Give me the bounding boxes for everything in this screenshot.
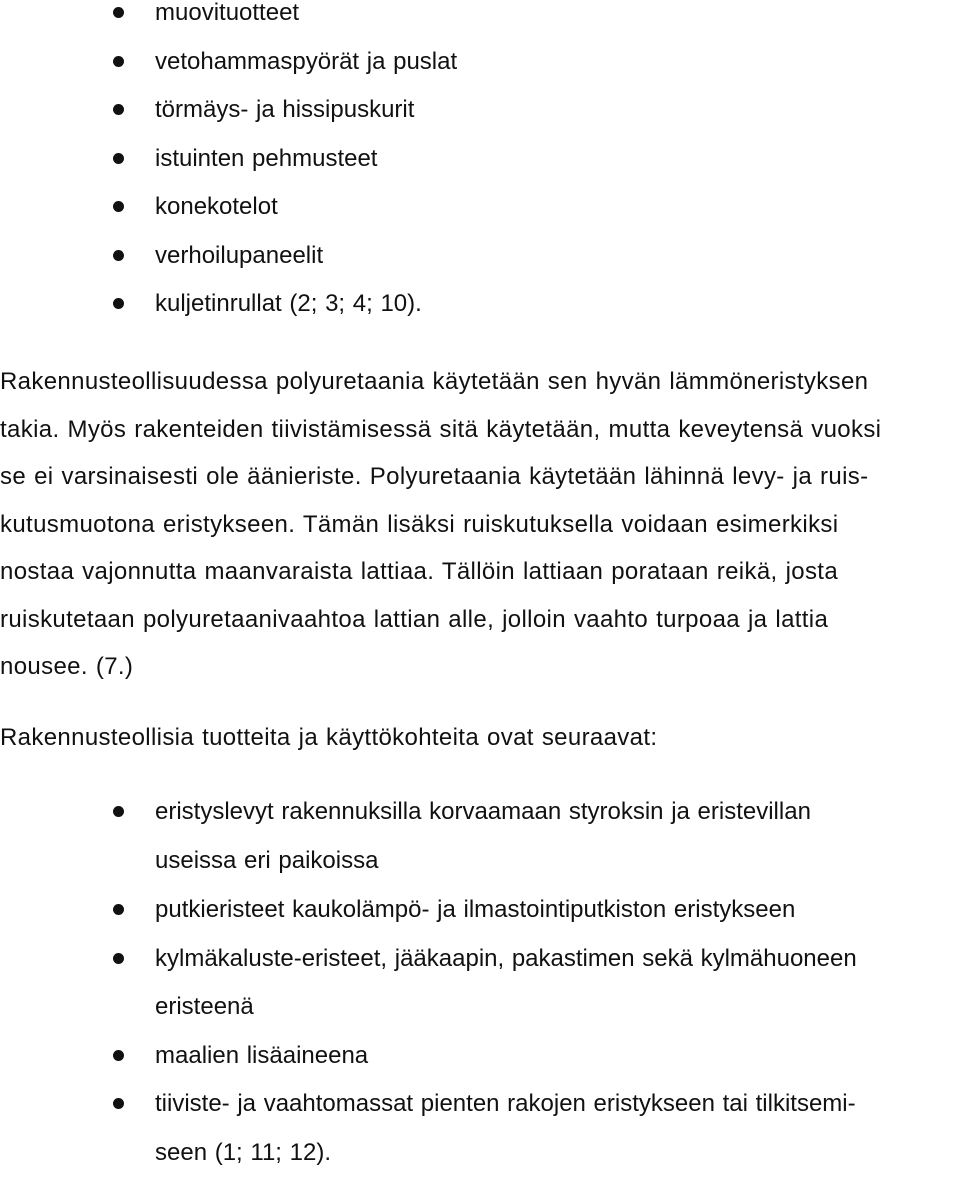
body-paragraph xyxy=(0,358,960,691)
list-item xyxy=(0,886,960,935)
list-item-line: seen (1; 11; 12). xyxy=(155,1138,331,1166)
bullet-icon xyxy=(113,904,124,915)
construction-uses-list xyxy=(0,788,960,1177)
bullet-icon xyxy=(113,1098,124,1109)
bullet-icon xyxy=(113,201,124,212)
list-item xyxy=(0,232,960,281)
list-item-line: kylmäkaluste-eristeet, jääkaapin, pakastimen sekä kylmähuoneen xyxy=(155,944,857,972)
list-item xyxy=(0,183,960,232)
list-item xyxy=(0,135,960,184)
list-item xyxy=(0,1080,960,1177)
list-item xyxy=(0,788,960,885)
list-item-line: putkieristeet kaukolämpö- ja ilmastointiputkiston eristykseen xyxy=(155,896,796,923)
bullet-icon xyxy=(113,298,124,309)
bullet-icon xyxy=(113,56,124,67)
list-item xyxy=(0,935,960,1032)
list-item-line: eristyslevyt rakennuksilla korvaamaan styroksin ja eristevillan xyxy=(155,798,811,825)
paragraph-line: takia. Myös rakenteiden tiivistämisessä sitä käytetään, mutta keveytensä vuoksi xyxy=(0,415,882,443)
list-item-line: useissa eri paikoissa xyxy=(155,846,379,874)
paragraph-line: ruiskutetaan polyuretaanivaahtoa lattian alle, jolloin vaahto turpoaa ja lattia xyxy=(0,605,829,633)
list-item xyxy=(0,1032,960,1081)
bullet-icon xyxy=(113,153,124,164)
list-item-text: törmäys- ja hissipuskurit xyxy=(155,96,415,123)
paragraph-line: kutusmuotona eristykseen. Tämän lisäksi ruiskutuksella voidaan esimerkiksi xyxy=(0,510,839,538)
product-list xyxy=(0,0,960,329)
bullet-icon xyxy=(113,250,124,261)
list-item-line: tiiviste- ja vaahtomassat pienten rakojen eristykseen tai tilkitsemi- xyxy=(155,1090,856,1117)
list-item xyxy=(0,38,960,87)
list-item-text: vetohammaspyörät ja puslat xyxy=(155,47,458,75)
list-item-text: konekotelot xyxy=(155,193,278,220)
bullet-icon xyxy=(113,806,124,817)
list-item xyxy=(0,86,960,135)
paragraph-line: nostaa vajonnutta maanvaraista lattiaa. Tällöin lattiaan porataan reikä, josta xyxy=(0,558,839,585)
list-item-text: kuljetinrullat (2; 3; 4; 10). xyxy=(155,290,422,317)
paragraph-line: se ei varsinaisesti ole äänieriste. Polyuretaania käytetään lähinnä levy- ja ruis- xyxy=(0,463,869,490)
list-item xyxy=(0,280,960,329)
list-item xyxy=(0,0,960,38)
bullet-icon xyxy=(113,104,124,115)
list-intro-paragraph: Rakennusteollisia tuotteita ja käyttökohteita ovat seuraavat: xyxy=(0,724,658,751)
bullet-icon xyxy=(113,7,124,18)
list-item-text: istuinten pehmusteet xyxy=(155,144,378,172)
bullet-icon xyxy=(113,1050,124,1061)
list-item-line: maalien lisäaineena xyxy=(155,1041,369,1069)
paragraph-line: Rakennusteollisuudessa polyuretaania käytetään sen hyvän lämmöneristyksen xyxy=(0,368,869,395)
paragraph-line: nousee. (7.) xyxy=(0,653,134,680)
list-item-text: verhoilupaneelit xyxy=(155,241,324,269)
list-item-text: muovituotteet xyxy=(155,0,300,26)
bullet-icon xyxy=(113,953,124,964)
list-item-line: eristeenä xyxy=(155,993,254,1020)
